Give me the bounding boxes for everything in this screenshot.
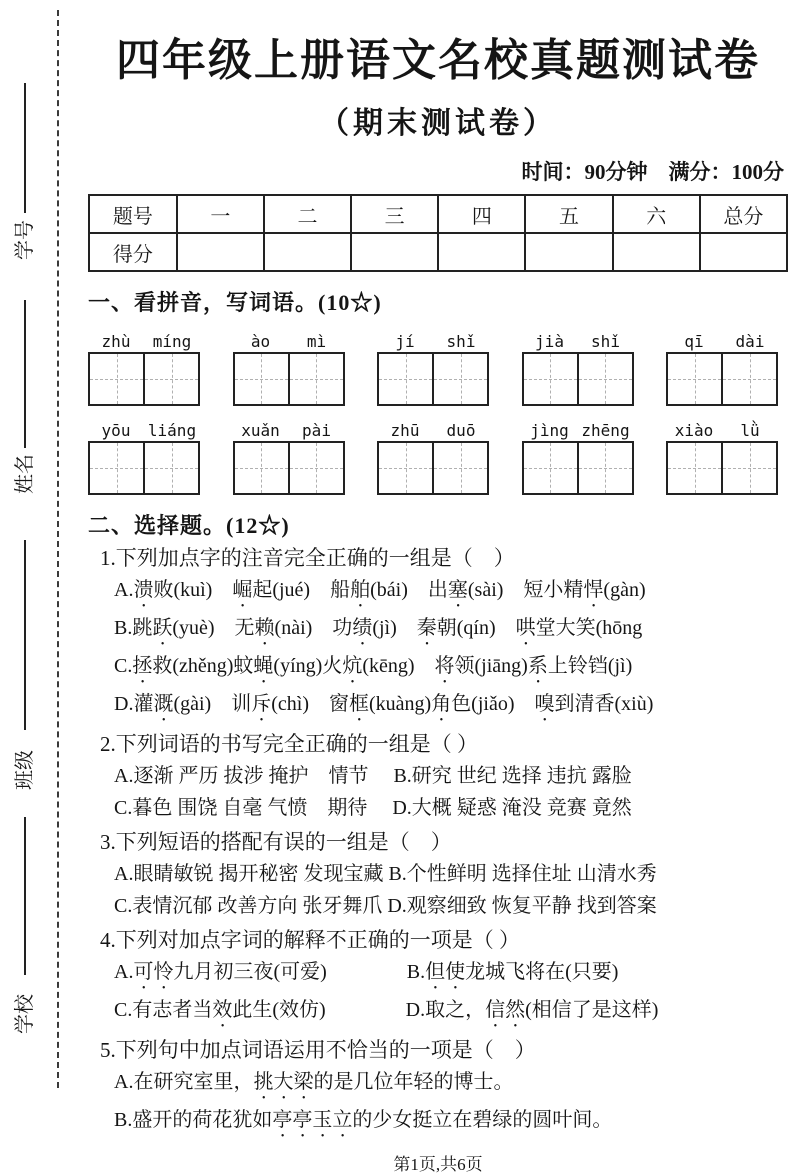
seal-dashed-line xyxy=(57,10,59,1088)
score-header-cell: 一 xyxy=(177,195,264,233)
score-value-cell[interactable] xyxy=(700,233,787,271)
pinyin-word xyxy=(377,327,489,406)
option-line: A.眼睛敏锐 揭开秘密 发现宝藏 B.个性鲜明 选择住址 山清水秀 xyxy=(114,863,657,885)
option-line: A.可怜九月初三夜(可爱) B.但使龙城飞将在(只要) xyxy=(114,961,619,983)
side-label-name: 姓名 xyxy=(14,454,36,494)
writing-box[interactable] xyxy=(233,352,345,406)
pinyin-word xyxy=(88,416,200,495)
option-line: D.灌溉(gài) 训斥(chì) 窗框(kuàng)角色(jiǎo) 嗅到清香(xiù) xyxy=(114,693,654,715)
option-line: C.拯救(zhěng)蚊蝇(yíng)火炕(kēng) 将领(jiāng)系上铃铛(jì) xyxy=(114,655,633,677)
question-stem: 5.下列句中加点词语运用不恰当的一项是（ ） xyxy=(100,1038,536,1062)
score-header-cell: 六 xyxy=(613,195,700,233)
writing-cell[interactable] xyxy=(577,354,632,404)
score-table xyxy=(88,194,788,272)
pinyin-syllable: míng xyxy=(152,332,192,351)
pinyin-word xyxy=(522,327,634,406)
writing-cell[interactable] xyxy=(143,443,198,493)
writing-cell[interactable] xyxy=(379,443,432,493)
score-header-cell: 二 xyxy=(264,195,351,233)
score-header-cell: 总分 xyxy=(700,195,787,233)
score-value-cell[interactable] xyxy=(177,233,264,271)
section2-heading: 二、选择题。(12☆) xyxy=(88,513,290,538)
side-label-class: 班级 xyxy=(14,750,36,790)
writing-cell[interactable] xyxy=(90,443,143,493)
score-value-cell[interactable] xyxy=(264,233,351,271)
question-stem: 3.下列短语的搭配有误的一组是（ ） xyxy=(100,830,452,854)
score-table-value-row xyxy=(89,233,787,271)
pinyin-syllable: mì xyxy=(306,332,327,351)
score-header-cell: 题号 xyxy=(89,195,177,233)
page-footer: 第1页,共6页 xyxy=(393,1155,483,1174)
pinyin-syllable: qī xyxy=(684,332,704,351)
option-line: B.跳跃(yuè) 无赖(nài) 功绩(jì) 秦朝(qín) 哄堂大笑(hōng xyxy=(114,617,643,639)
writing-cell[interactable] xyxy=(668,443,721,493)
pinyin-syllable: liáng xyxy=(147,421,197,440)
pinyin-word xyxy=(233,416,345,495)
writing-cell[interactable] xyxy=(524,443,577,493)
question-4 xyxy=(88,924,788,1032)
pinyin-word xyxy=(666,327,778,406)
writing-cell[interactable] xyxy=(143,354,198,404)
score-header-cell: 五 xyxy=(525,195,612,233)
writing-cell[interactable] xyxy=(235,354,288,404)
pinyin-syllable: jí xyxy=(395,332,415,351)
writing-cell[interactable] xyxy=(288,443,343,493)
exam-content xyxy=(88,0,788,1175)
pinyin-row-1 xyxy=(88,327,778,406)
page-title: 四年级上册语文名校真题测试卷 xyxy=(116,36,760,85)
pinyin-syllable: duō xyxy=(446,421,476,440)
pinyin-syllable: lǜ xyxy=(740,421,760,440)
writing-cell[interactable] xyxy=(668,354,721,404)
pinyin-syllable: zhù xyxy=(101,332,131,351)
pinyin-syllable: pài xyxy=(302,421,331,440)
side-label-school: 学校 xyxy=(14,994,36,1034)
pinyin-syllable: xiào xyxy=(674,421,714,440)
option-line: A.逐渐 严历 拔涉 掩护 情节 B.研究 世纪 选择 违抗 露脸 xyxy=(114,765,632,787)
option-line: C.表情沉郁 改善方向 张牙舞爪 D.观察细致 恢复平静 找到答案 xyxy=(114,895,657,917)
writing-box[interactable] xyxy=(88,352,200,406)
question-stem: 4.下列对加点字词的解释不正确的一项是（ ） xyxy=(100,928,520,952)
option-line: B.盛开的荷花犹如亭亭玉立的少女挺立在碧绿的圆叶间。 xyxy=(114,1109,613,1131)
question-stem: 1.下列加点字的注音完全正确的一组是（ ） xyxy=(100,546,515,570)
side-label-student-id: 学号 xyxy=(14,220,36,260)
writing-cell[interactable] xyxy=(432,354,487,404)
writing-box[interactable] xyxy=(522,441,634,495)
pinyin-syllable: jìng xyxy=(530,421,569,440)
question-stem: 2.下列词语的书写完全正确的一组是（ ） xyxy=(100,732,478,756)
side-fill-line-student-id[interactable] xyxy=(24,83,26,213)
pinyin-syllable: ào xyxy=(250,332,271,351)
question-1 xyxy=(88,542,788,726)
pinyin-syllable: jià xyxy=(535,332,564,351)
score-table-header-row xyxy=(89,195,787,233)
score-value-cell[interactable] xyxy=(613,233,700,271)
writing-cell[interactable] xyxy=(721,443,776,493)
pinyin-word xyxy=(377,416,489,495)
pinyin-syllable: dài xyxy=(735,332,765,351)
writing-cell[interactable] xyxy=(432,443,487,493)
pinyin-syllable: shǐ xyxy=(446,332,476,351)
option-line: A.溃败(kuì) 崛起(jué) 船舶(bái) 出塞(sài) 短小精悍(gàn) xyxy=(114,579,646,601)
pinyin-word xyxy=(522,416,634,495)
score-value-cell[interactable] xyxy=(525,233,612,271)
writing-box[interactable] xyxy=(377,352,489,406)
question-2 xyxy=(88,728,788,824)
writing-box[interactable] xyxy=(377,441,489,495)
pinyin-syllable: shǐ xyxy=(591,332,620,351)
writing-box[interactable] xyxy=(522,352,634,406)
pinyin-syllable: yōu xyxy=(101,421,131,440)
writing-box[interactable] xyxy=(666,441,778,495)
side-fill-line-school[interactable] xyxy=(24,817,26,975)
pinyin-word xyxy=(88,327,200,406)
writing-box[interactable] xyxy=(233,441,345,495)
option-line: C.暮色 围饶 自毫 气愤 期待 D.大概 疑惑 淹没 竞赛 竟然 xyxy=(114,797,632,819)
pinyin-syllable: zhēng xyxy=(581,421,630,440)
question-5 xyxy=(88,1034,788,1142)
writing-cell[interactable] xyxy=(90,354,143,404)
score-value-cell[interactable] xyxy=(351,233,438,271)
pinyin-row-2 xyxy=(88,416,778,495)
pinyin-syllable: xuǎn xyxy=(241,421,280,440)
side-fill-line-name[interactable] xyxy=(24,300,26,448)
side-fill-line-class[interactable] xyxy=(24,540,26,730)
writing-cell[interactable] xyxy=(235,443,288,493)
writing-box[interactable] xyxy=(666,352,778,406)
writing-cell[interactable] xyxy=(288,354,343,404)
score-value-cell[interactable] xyxy=(438,233,525,271)
page-subtitle: （期末测试卷） xyxy=(319,107,557,140)
score-row-label: 得分 xyxy=(89,233,177,271)
exam-meta: 时间：90分钟 满分：100分 xyxy=(521,160,784,184)
writing-box[interactable] xyxy=(88,441,200,495)
pinyin-syllable: zhū xyxy=(390,421,420,440)
writing-cell[interactable] xyxy=(721,354,776,404)
writing-cell[interactable] xyxy=(379,354,432,404)
pinyin-word xyxy=(666,416,778,495)
writing-cell[interactable] xyxy=(524,354,577,404)
pinyin-word xyxy=(233,327,345,406)
writing-cell[interactable] xyxy=(577,443,632,493)
score-header-cell: 三 xyxy=(351,195,438,233)
section1-heading: 一、看拼音，写词语。(10☆) xyxy=(88,290,382,315)
question-3 xyxy=(88,826,788,922)
option-line: C.有志者当效此生(效仿) D.取之，信然(相信了是这样) xyxy=(114,999,659,1021)
option-line: A.在研究室里，挑大梁的是几位年轻的博士。 xyxy=(114,1071,514,1093)
score-header-cell: 四 xyxy=(438,195,525,233)
